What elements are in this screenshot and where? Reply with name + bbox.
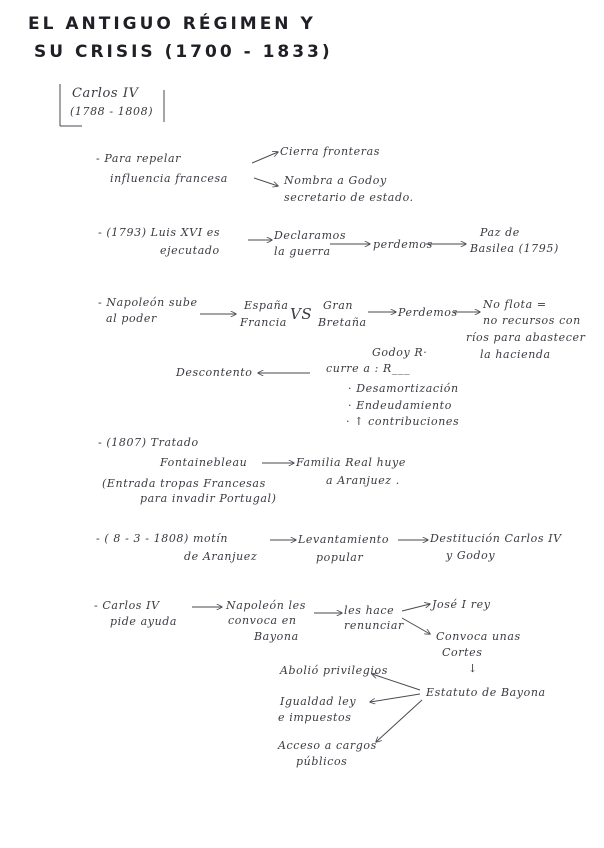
s1-cause-line1: - Para repelar	[96, 152, 182, 165]
s6-effect-2a: Igualdad ley	[280, 695, 357, 708]
s6-cortes-2: Cortes	[442, 646, 483, 659]
s5-mid-2: popular	[316, 551, 364, 564]
s2-peace-line1: Paz de	[480, 226, 520, 239]
s6-napoleon-2: convoca en	[228, 614, 297, 627]
s4-result-2: a Aranjuez .	[326, 474, 400, 487]
s6-renounce-1: les hace	[344, 604, 395, 617]
arrow-s1-to-godoy	[254, 178, 278, 186]
down-arrow: ↓	[468, 662, 478, 675]
s4-line3: (Entrada tropas Francesas	[102, 477, 266, 490]
arrow-statute-to-effect-3	[376, 700, 422, 742]
s4-result-1: Familia Real huye	[296, 456, 406, 469]
s3-measure-2: · Endeudamiento	[348, 399, 452, 412]
s6-napoleon-1: Napoleón les	[226, 599, 306, 612]
s2-cause-line1: - (1793) Luis XVI es	[98, 226, 221, 239]
s2-lost: perdemos	[373, 238, 433, 251]
s3-godoy-line1: Godoy R·	[372, 346, 428, 359]
s3-result-2: no recursos con	[483, 314, 581, 327]
s3-measure-3: · ↑ contribuciones	[346, 415, 460, 428]
s3-result-1: No flota =	[483, 298, 547, 311]
arrow-s6-to-cortes	[402, 618, 430, 634]
s6-statute: Estatuto de Bayona	[426, 686, 546, 699]
s3-cause-line2: al poder	[106, 312, 157, 325]
s6-cortes-1: Convoca unas	[436, 630, 521, 643]
s2-cause-line2: ejecutado	[160, 244, 220, 257]
s5-mid-1: Levantamiento	[298, 533, 390, 546]
arrow-statute-to-effect-2	[370, 694, 420, 702]
s6-effect-2b: e impuestos	[278, 711, 352, 724]
s5-line1: - ( 8 - 3 - 1808) motín	[96, 532, 229, 545]
s4-line4: para invadir Portugal)	[140, 492, 277, 505]
s3-measure-1: · Desamortización	[348, 382, 459, 395]
s2-peace-line2: Basilea (1795)	[470, 242, 559, 255]
s3-side2-a: Gran	[323, 299, 354, 312]
s1-result-2: Nombra a Godoy	[284, 174, 387, 187]
s3-discontent: Descontento	[176, 366, 253, 379]
title-line-1: EL ANTIGUO RÉGIMEN Y	[28, 14, 316, 34]
s6-line1: - Carlos IV	[94, 599, 160, 612]
s3-side2-b: Bretaña	[318, 316, 367, 329]
arrow-s6-to-jose	[402, 604, 430, 611]
s3-result-4: la hacienda	[480, 348, 551, 361]
box-dates: (1788 - 1808)	[70, 105, 154, 118]
s6-napoleon-3: Bayona	[254, 630, 299, 643]
s5-line2: de Aranjuez	[184, 550, 258, 563]
s5-result-2: y Godoy	[446, 549, 496, 562]
arrow-s1-to-borders	[252, 152, 278, 163]
s2-war-line1: Declaramos	[274, 229, 347, 242]
s6-line2: pide ayuda	[110, 615, 178, 628]
s3-godoy-line2: curre a : R___	[326, 362, 411, 375]
s3-vs: VS	[290, 305, 313, 323]
s3-side1-b: Francia	[240, 316, 287, 329]
s6-effect-3b: públicos	[296, 755, 348, 768]
s2-war-line2: la guerra	[274, 245, 331, 258]
s6-effect-3a: Acceso a cargos	[278, 739, 377, 752]
s6-renounce-2: renunciar	[344, 619, 404, 632]
s5-result-1: Destitución Carlos IV	[430, 532, 562, 545]
s6-jose: José I rey	[432, 598, 491, 611]
title-line-2: SU CRISIS (1700 - 1833)	[34, 42, 333, 62]
s6-effect-1: Abolió privilegios	[280, 664, 388, 677]
box-name: Carlos IV	[72, 86, 139, 101]
s1-result-1: Cierra fronteras	[280, 145, 381, 158]
s4-line2: Fontainebleau	[160, 456, 248, 469]
s4-line1: - (1807) Tratado	[98, 436, 199, 449]
s3-lost: Perdemos	[398, 306, 458, 319]
s3-side1-a: España	[244, 299, 289, 312]
s1-result-3: secretario de estado.	[284, 191, 414, 204]
s1-cause-line2: influencia francesa	[110, 172, 228, 185]
s3-result-3: ríos para abastecer	[466, 331, 586, 344]
s3-cause-line1: - Napoleón sube	[98, 296, 198, 309]
